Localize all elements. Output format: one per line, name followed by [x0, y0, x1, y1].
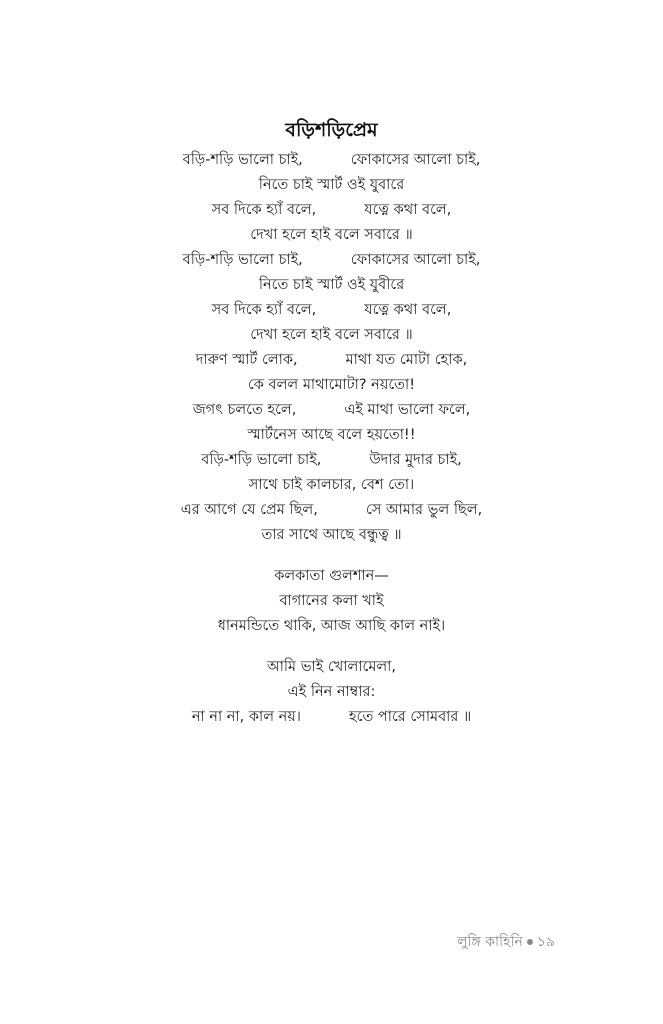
line-segment: এই নিন নাম্বার: — [287, 684, 376, 700]
poem-line — [0, 148, 663, 173]
line-segment: দেখা হলে হাই বলে সবারে ॥ — [250, 227, 413, 243]
line-segment: সব দিকে হ্যাঁ বলে, — [211, 302, 317, 318]
line-segment: জগৎ চলতে হলে, — [192, 402, 297, 418]
line-segment: আমি ভাই খোলামেলা, — [267, 659, 396, 675]
poem-line — [0, 248, 663, 273]
line-segment: কে বলল মাথামোটা? নয়তো! — [247, 377, 416, 393]
stanza — [0, 655, 663, 730]
poem-line — [0, 655, 663, 680]
line-segment: দারুণ স্মার্ট লোক, — [195, 352, 298, 368]
stanza — [0, 148, 663, 548]
poem-line — [0, 614, 663, 639]
line-segment: উদার মুদার চাই, — [369, 452, 462, 468]
line-segment: বড়ি-শড়ি ভালো চাই, — [201, 452, 322, 468]
line-segment: যত্নে কথা বলে, — [364, 302, 452, 318]
poem-title: বড়িশড়িপ্রেম — [285, 119, 378, 141]
line-segment: কলকাতা গুলশান— — [274, 568, 389, 584]
page-number: ১৯ — [536, 934, 555, 950]
poem-line — [0, 173, 663, 198]
line-segment: সে আমার ভুল ছিল, — [365, 502, 483, 518]
line-segment: সাথে চাই কালচার, বেশ তো। — [248, 477, 415, 493]
poem-line — [0, 473, 663, 498]
line-segment: স্মার্টনেস আছে বলে হয়তো!! — [247, 427, 416, 443]
poem-line — [0, 680, 663, 705]
poem-line — [0, 423, 663, 448]
line-segment: তার সাথে আছে বন্ধুত্ব ॥ — [261, 527, 402, 543]
line-segment: নিতে চাই স্মার্ট ওই যুবারে — [258, 177, 405, 193]
poem-line — [0, 198, 663, 223]
poem-line — [0, 373, 663, 398]
line-segment: দেখা হলে হাই বলে সবারে ॥ — [250, 327, 413, 343]
line-segment: হতে পারে সোমবার ॥ — [349, 709, 472, 725]
poem-line — [0, 498, 663, 523]
bullet-separator-icon — [527, 939, 533, 945]
poem-line — [0, 348, 663, 373]
line-segment: বাগানের কলা খাই — [279, 593, 384, 609]
book-title: লুঙ্গি কাহিনি — [457, 934, 523, 950]
line-segment: বড়ি-শড়ি ভালো চাই, — [182, 252, 303, 268]
poem-line — [0, 223, 663, 248]
poem-line — [0, 705, 663, 730]
poem-line — [0, 323, 663, 348]
line-segment: মাথা যত মোটা হোক, — [345, 352, 468, 368]
line-segment: না না না, কাল নয়। — [191, 709, 301, 725]
line-segment: যত্নে কথা বলে, — [364, 202, 452, 218]
stanza — [0, 564, 663, 639]
poem-body — [0, 148, 663, 746]
page-footer — [457, 930, 555, 954]
line-segment: বড়ি-শড়ি ভালো চাই, — [182, 152, 303, 168]
line-segment: এর আগে যে প্রেম ছিল, — [180, 502, 318, 518]
line-segment: ফোকাসের আলো চাই, — [350, 252, 481, 268]
line-segment: এই মাথা ভালো ফলে, — [344, 402, 471, 418]
poem-line — [0, 298, 663, 323]
poem-line — [0, 273, 663, 298]
poem-line — [0, 564, 663, 589]
poem-line — [0, 398, 663, 423]
poem-line — [0, 589, 663, 614]
line-segment: ধানমন্ডিতে থাকি, আজ আছি কাল নাই। — [217, 618, 446, 634]
poem-line — [0, 448, 663, 473]
line-segment: নিতে চাই স্মার্ট ওই যুবীরে — [258, 277, 405, 293]
line-segment: সব দিকে হ্যাঁ বলে, — [211, 202, 317, 218]
line-segment: ফোকাসের আলো চাই, — [350, 152, 481, 168]
poem-line — [0, 523, 663, 548]
